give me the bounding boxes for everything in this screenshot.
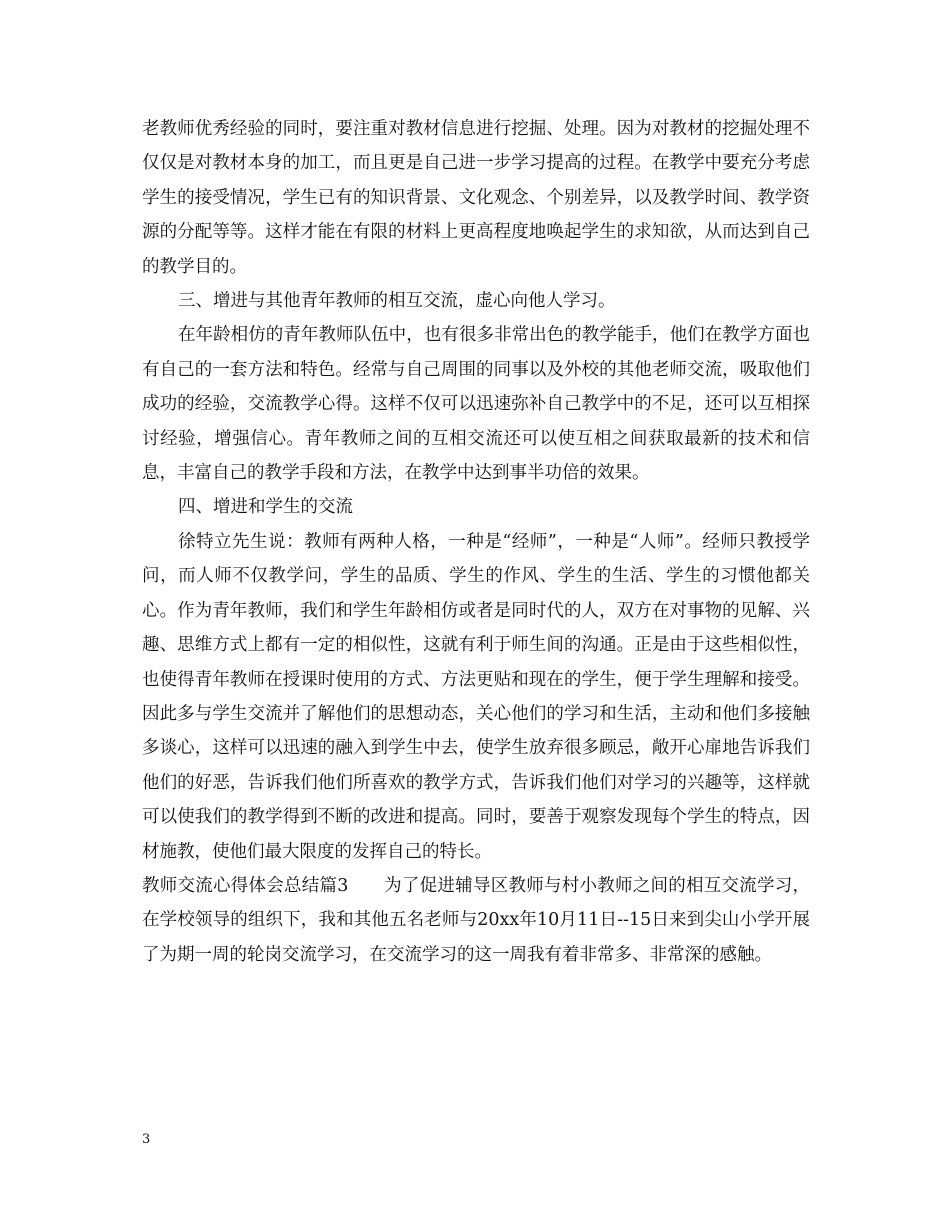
body-paragraph-2: 在年龄相仿的青年教师队伍中，也有很多非常出色的教学能手，他们在教学方面也有自己的一套方法和特色。经常与自己周围的同事以及外校的其他老师交流，吸取他们成功的经验，交流教学心得。这样不仅可以迅速弥补自己教学中的不足，还可以互相探讨经验，增强信心。青年教师之间的互相交流还可以使互相之间获取最新的技术和信息，丰富自己的教学手段和方法，在教学中达到事半功倍的效果。 bbox=[142, 325, 810, 484]
article-3-paragraph: 教师交流心得体会总结篇3 为了促进辅导区教师与村小教师之间的相互交流学习，在学校领导的组织下，我和其他五名老师与20xx年10月11日--15日来到尖山小学开展了为期一周的轮岗交流学习，在交流学习的这一周我有着非常多、非常深的感触。 bbox=[142, 875, 810, 965]
section-heading-4: 四、增进和学生的交流 bbox=[178, 497, 353, 518]
section-heading-3: 三、增进与其他青年教师的相互交流，虚心向他人学习。 bbox=[178, 291, 616, 312]
body-paragraph-1: 老教师优秀经验的同时，要注重对教材信息进行挖掘、处理。因为对教材的挖掘处理不仅仅是对教材本身的加工，而且更是自己进一步学习提高的过程。在教学中要充分考虑学生的接受情况，学生已有的知识背景、文化观念、个别差异，以及教学时间、教学资源的分配等等。这样才能在有限的材料上更高程度地唤起学生的求知欲，从而达到自己的教学目的。 bbox=[142, 119, 810, 277]
body-paragraph-3: 徐特立先生说：教师有两种人格，一种是“经师”，一种是“人师”。经师只教授学问，而人师不仅教学问，学生的品质、学生的作风、学生的生活、学生的习惯他都关心。作为青年教师，我们和学生年龄相仿或者是同时代的人，双方在对事物的见解、兴趣、思维方式上都有一定的相似性，这就有利于师生间的沟通。正是由于这些相似性，也使得青年教师在授课时使用的方式、方法更贴和现在的学生，便于学生理解和接受。因此多与学生交流并了解他们的思想动态，关心他们的学习和生活，主动和他们多接触多谈心，这样可以迅速的融入到学生中去，使学生放弃很多顾忌，敞开心扉地告诉我们他们的好恶，告诉我们他们所喜欢的教学方式，告诉我们他们对学习的兴趣等，这样就可以使我们的教学得到不断的改进和提高。同时，要善于观察发现每个学生的特点，因材施教，使他们最大限度的发挥自己的特长。 bbox=[142, 531, 810, 862]
document-page bbox=[142, 112, 810, 972]
page-number: 3 bbox=[142, 1132, 151, 1147]
